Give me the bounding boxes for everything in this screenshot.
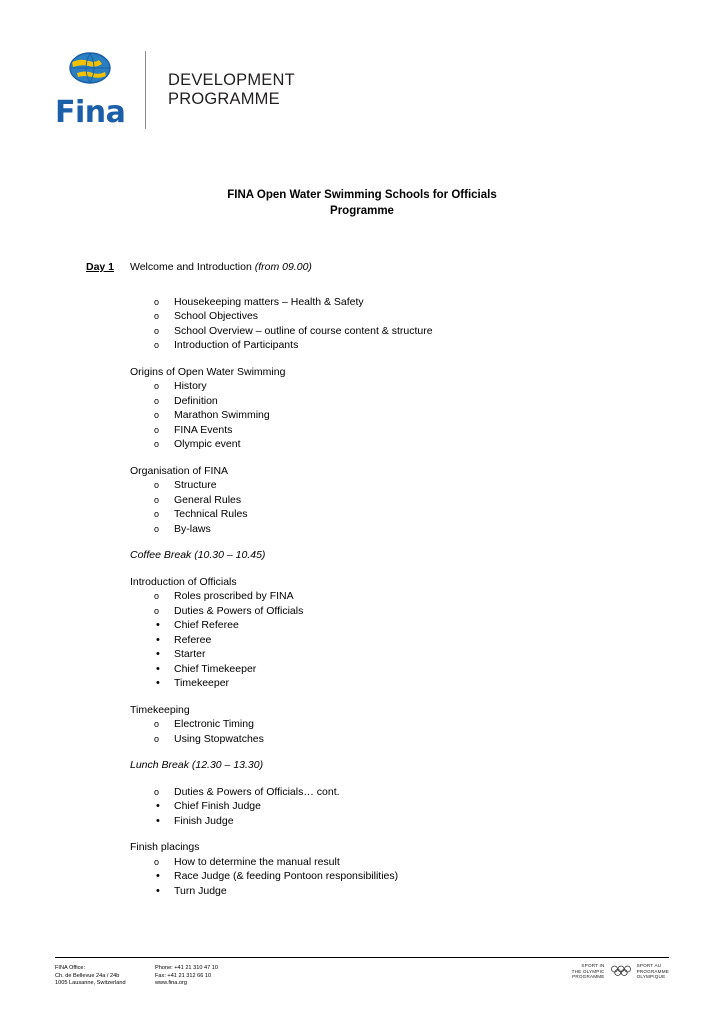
circle-bullet-icon: o (154, 591, 160, 601)
circle-bullet-icon: o (154, 786, 160, 797)
day-label: Day 1 (86, 261, 115, 273)
list-item (130, 507, 646, 522)
coffee-break-label: Coffee Break (10.30 – 10.45) (130, 549, 266, 561)
list-item (130, 869, 646, 884)
footer-office-line1: FINA Office: (55, 965, 86, 971)
section-duties-cont (130, 785, 646, 829)
list-item-label: Chief Referee (174, 619, 239, 631)
list-item (130, 662, 646, 677)
circle-bullet-icon: o (154, 733, 160, 744)
list-item-label: Chief Timekeeper (174, 662, 257, 675)
header-divider (145, 51, 146, 129)
document-footer (55, 965, 669, 988)
list-item (130, 295, 646, 310)
list-item (130, 717, 646, 732)
list-item-label: Chief Finish Judge (174, 800, 261, 812)
welcome-list (130, 295, 646, 353)
circle-bullet-icon: o (154, 494, 160, 505)
day-heading-row (86, 260, 646, 275)
list-item (130, 589, 646, 604)
fina-logo (55, 52, 127, 128)
section-organisation-heading: Organisation of FINA (130, 464, 229, 477)
list-item-label: School Overview – outline of course content & structure (174, 324, 433, 337)
circle-bullet-icon: o (154, 480, 160, 490)
list-item-label: Race Judge (& feeding Pontoon responsibilities) (174, 870, 399, 882)
list-item (130, 493, 646, 508)
organisation-list (130, 478, 646, 536)
list-item-label: School Objectives (174, 310, 259, 322)
duties-cont-list (130, 785, 646, 800)
list-item (130, 647, 646, 662)
circle-bullet-icon: o (154, 719, 160, 729)
section-finish-placings (130, 840, 646, 898)
list-item-label: Using Stopwatches (174, 732, 264, 745)
list-item (130, 676, 646, 691)
disc-bullet-icon: • (156, 662, 160, 675)
list-item-label: Electronic Timing (174, 718, 254, 730)
footer-website[interactable]: www.fina.org (155, 980, 188, 987)
footer-phone: Phone: +41 21 310 47 10 (155, 965, 218, 971)
list-item-label: Technical Rules (174, 508, 248, 520)
circle-bullet-icon: o (154, 509, 160, 519)
list-item-label: Duties & Powers of Officials… cont. (174, 785, 340, 798)
olympic-rings-icon (610, 964, 632, 978)
section-organisation (130, 464, 646, 537)
footer-fax: Fax: +41 21 312 66 10 (155, 972, 212, 979)
list-item (130, 379, 646, 394)
list-item-label: Finish Judge (174, 814, 234, 827)
page-title-line1: FINA Open Water Swimming Schools for Officials (227, 189, 497, 201)
programme-content (86, 260, 646, 910)
list-item (130, 633, 646, 648)
section-origins-heading: Origins of Open Water Swimming (130, 365, 286, 378)
list-item-label: By-laws (174, 522, 211, 535)
header-title-line1: DEVELOPMENT (168, 71, 295, 89)
olympic-left-line2: THE OLYMPIC (571, 968, 605, 974)
olympic-programme-mark (572, 963, 669, 980)
olympic-text-right (637, 963, 669, 980)
list-item (130, 522, 646, 537)
olympic-left-line1: SPORT IN (581, 963, 605, 968)
header-title (168, 71, 295, 109)
finish-placings-sublist (130, 869, 646, 898)
list-item-label: Marathon Swimming (174, 409, 270, 421)
section-timekeeping-heading: Timekeeping (130, 703, 190, 716)
page-title-line2: Programme (330, 204, 394, 217)
disc-bullet-icon: • (156, 800, 160, 812)
list-item-label: Housekeeping matters – Health & Safety (174, 295, 364, 308)
circle-bullet-icon: o (154, 439, 160, 449)
list-item (130, 814, 646, 829)
section-origins (130, 365, 646, 452)
footer-office (55, 965, 155, 988)
list-item (130, 423, 646, 438)
footer-office-line2: Ch. de Bellevue 24a / 24b (55, 972, 120, 979)
circle-bullet-icon: o (154, 410, 160, 420)
list-item (130, 478, 646, 493)
list-item-label: History (174, 380, 207, 392)
lunch-break (130, 758, 646, 773)
list-item (130, 338, 646, 353)
list-item-label: Timekeeper (174, 677, 230, 689)
list-item-label: Starter (174, 648, 206, 660)
day-heading (130, 260, 312, 275)
list-item-label: Definition (174, 394, 218, 407)
header-title-line2: PROGRAMME (168, 90, 280, 108)
disc-bullet-icon: • (156, 677, 160, 689)
globe-icon (69, 52, 111, 84)
list-item-label: Introduction of Participants (174, 339, 299, 351)
list-item-label: How to determine the manual result (174, 855, 340, 868)
footer-contact (155, 965, 355, 988)
section-timekeeping (130, 703, 646, 747)
list-item (130, 785, 646, 800)
circle-bullet-icon: o (154, 523, 160, 534)
coffee-break (130, 548, 646, 563)
day-heading-text: Welcome and Introduction (130, 261, 255, 273)
disc-bullet-icon: • (156, 884, 160, 897)
list-item-label: FINA Events (174, 423, 233, 436)
list-item-label: General Rules (174, 493, 242, 506)
day-heading-time: (from 09.00) (254, 261, 312, 273)
list-item-label: Structure (174, 479, 217, 491)
origins-list (130, 379, 646, 452)
circle-bullet-icon: o (154, 424, 160, 435)
circle-bullet-icon: o (154, 856, 160, 867)
section-welcome (130, 295, 646, 353)
officials-list (130, 589, 646, 618)
finish-placings-list (130, 855, 646, 870)
circle-bullet-icon: o (154, 296, 160, 307)
section-officials (130, 575, 646, 691)
list-item (130, 437, 646, 452)
list-item (130, 408, 646, 423)
list-item-label: Turn Judge (174, 884, 227, 897)
timekeeping-list (130, 717, 646, 746)
list-item (130, 394, 646, 409)
page-title (0, 188, 724, 219)
circle-bullet-icon: o (154, 395, 160, 406)
olympic-left-line3: PROGRAMME (572, 974, 605, 980)
circle-bullet-icon: o (154, 381, 160, 391)
circle-bullet-icon: o (154, 605, 160, 616)
officials-sublist (130, 618, 646, 691)
list-item-label: Roles proscribed by FINA (174, 590, 294, 602)
circle-bullet-icon: o (154, 325, 160, 336)
section-officials-heading: Introduction of Officials (130, 575, 237, 588)
document-header (55, 50, 295, 130)
disc-bullet-icon: • (156, 633, 160, 646)
list-item (130, 324, 646, 339)
olympic-right-line1: SPORT AU (636, 963, 662, 968)
disc-bullet-icon: • (156, 870, 160, 882)
footer-office-line3: 1005 Lausanne, Switzerland (55, 980, 126, 987)
circle-bullet-icon: o (154, 340, 160, 350)
circle-bullet-icon: o (154, 311, 160, 321)
list-item (130, 618, 646, 633)
olympic-right-line2: PROGRAMME (636, 968, 669, 974)
list-item (130, 855, 646, 870)
footer-divider (55, 957, 669, 958)
disc-bullet-icon: • (156, 648, 160, 660)
disc-bullet-icon: • (156, 814, 160, 827)
fina-logo-text: Fina (55, 95, 126, 130)
list-item (130, 732, 646, 747)
list-item (130, 799, 646, 814)
olympic-right-line3: OLYMPIQUE (636, 974, 666, 980)
duties-cont-sublist (130, 799, 646, 828)
olympic-text-left (572, 963, 605, 980)
list-item-label: Olympic event (174, 438, 241, 450)
list-item (130, 309, 646, 324)
section-finish-placings-heading: Finish placings (130, 841, 200, 853)
list-item-label: Duties & Powers of Officials (174, 604, 304, 617)
disc-bullet-icon: • (156, 619, 160, 631)
list-item-label: Referee (174, 633, 212, 646)
lunch-break-label: Lunch Break (12.30 – 13.30) (130, 759, 264, 771)
list-item (130, 884, 646, 899)
list-item (130, 604, 646, 619)
